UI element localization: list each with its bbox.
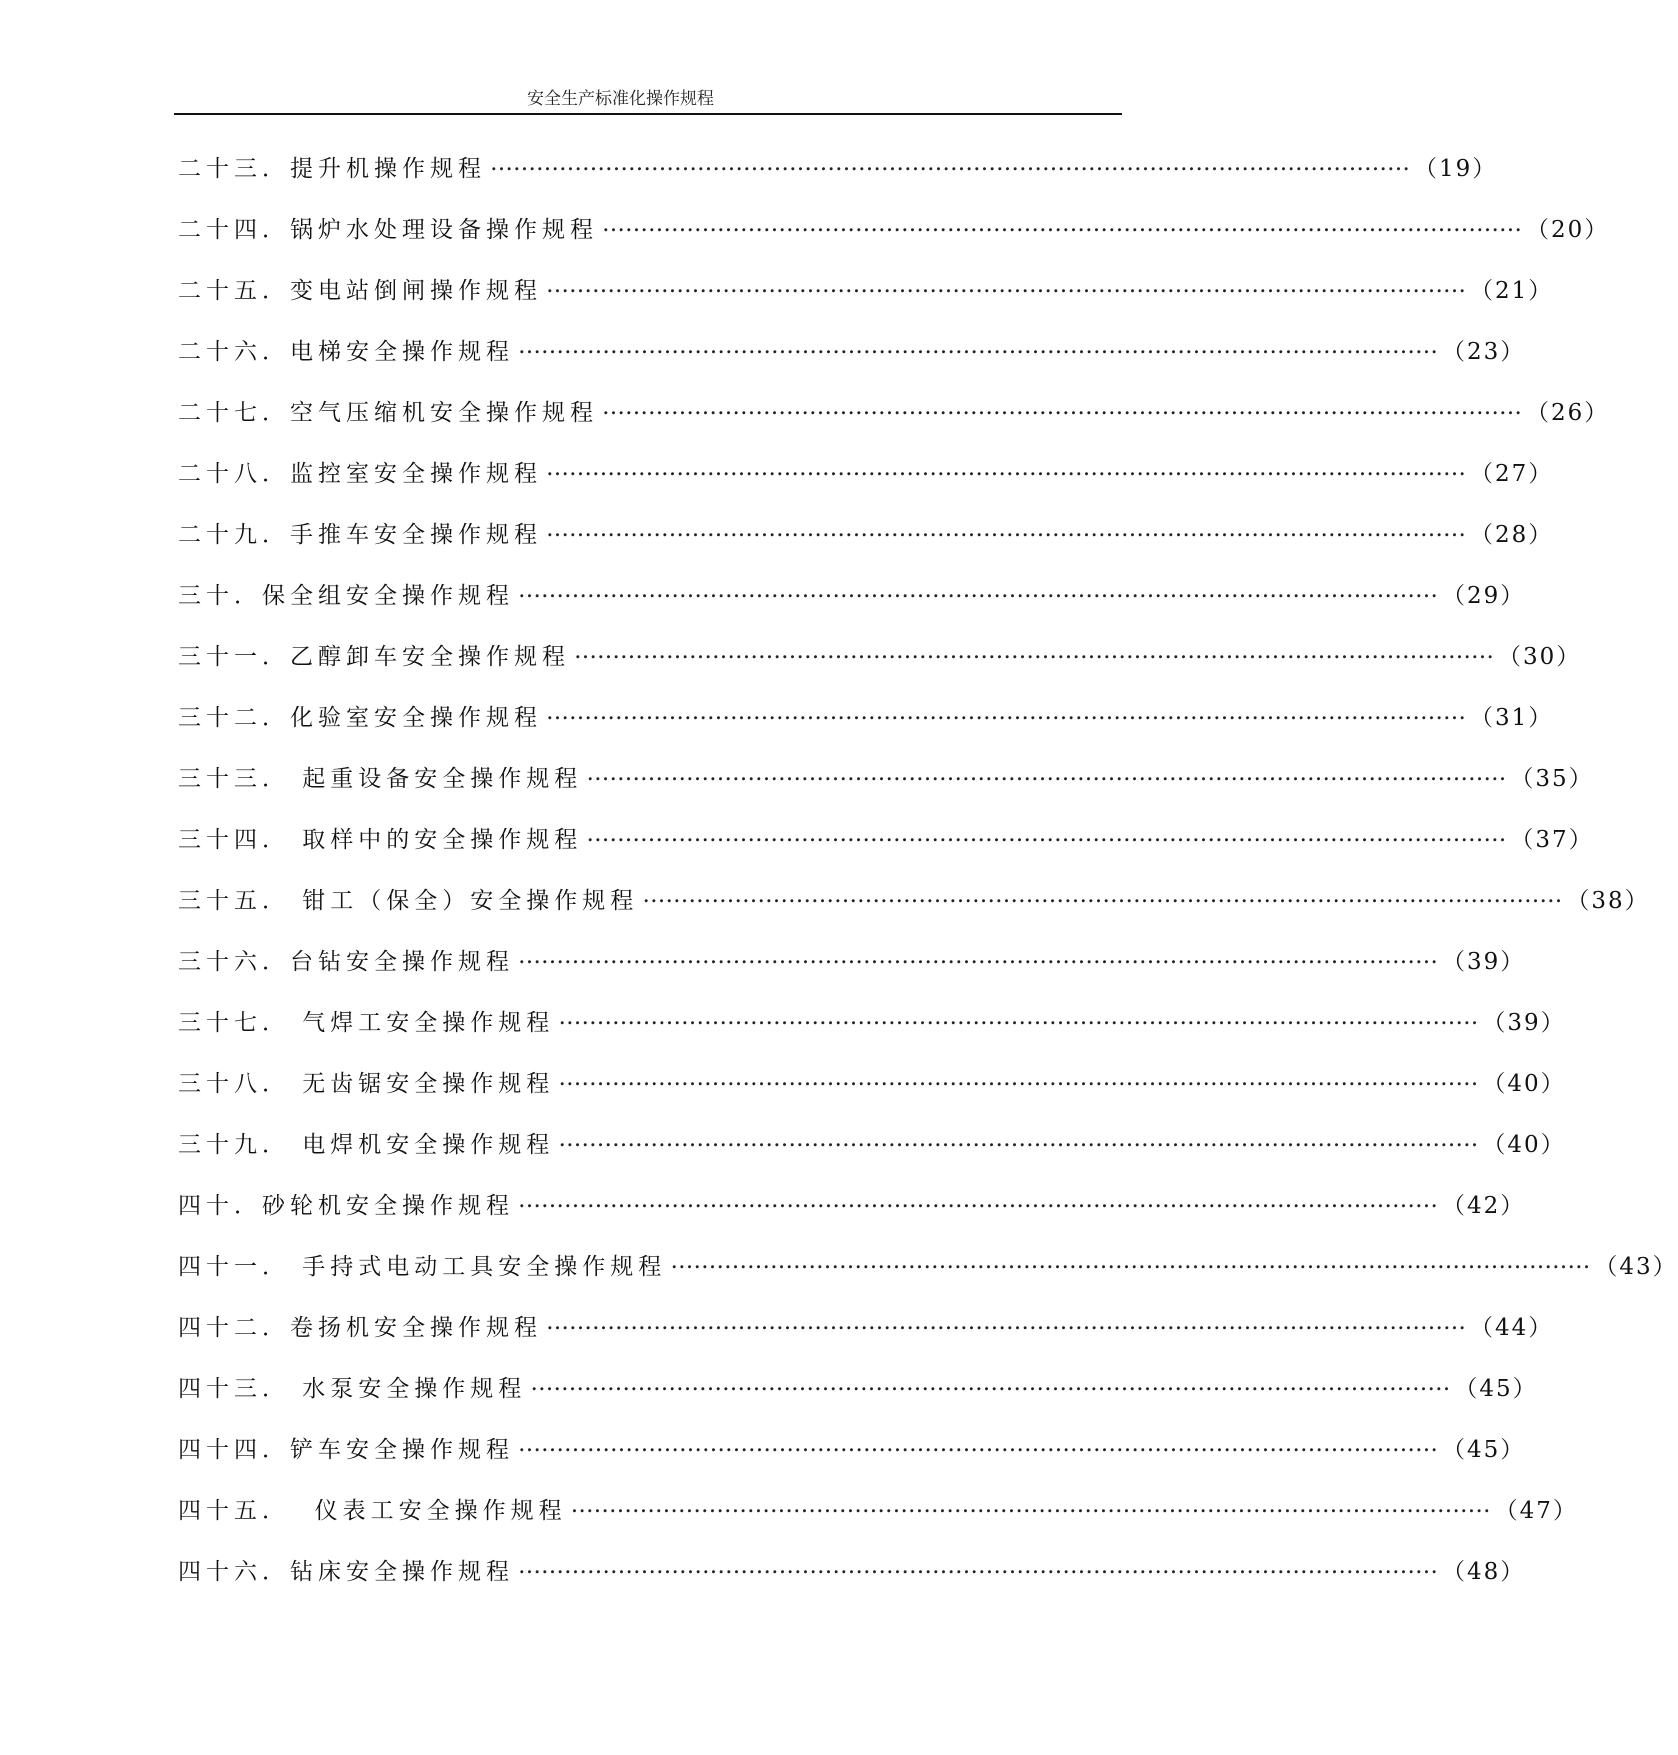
entry-title: 监控室安全操作规程 (290, 461, 542, 487)
entry-title: 取样中的安全操作规程 (290, 827, 583, 853)
toc-entry[interactable] (178, 211, 1610, 272)
entry-title: 电焊机安全操作规程 (290, 1132, 555, 1158)
entry-number: 三十二． (178, 705, 290, 731)
entry-number: 二十九． (178, 522, 290, 548)
entry-page-number: （29） (1442, 583, 1526, 609)
entry-page-number: （31） (1470, 705, 1554, 731)
entry-title: 锅炉水处理设备操作规程 (290, 217, 598, 243)
toc-entry[interactable] (178, 150, 1498, 211)
entry-title: 卷扬机安全操作规程 (290, 1315, 542, 1341)
entry-page-number: （37） (1510, 827, 1594, 853)
toc-entry[interactable] (178, 1126, 1566, 1187)
toc-entry[interactable] (178, 1248, 1678, 1309)
dot-leader: ………………………………………………………………………………………………………… (490, 150, 1410, 176)
entry-title: 水泵安全操作规程 (290, 1376, 527, 1402)
entry-title: 电梯安全操作规程 (290, 339, 514, 365)
entry-page-number: （45） (1442, 1437, 1526, 1463)
entry-title: 保全组安全操作规程 (262, 583, 514, 609)
entry-title: 台钻安全操作规程 (290, 949, 514, 975)
entry-number: 四十六． (178, 1559, 290, 1585)
entry-title: 无齿锯安全操作规程 (290, 1071, 555, 1097)
dot-leader: ………………………………………………………………………………………………………… (518, 1431, 1438, 1457)
entry-number: 二十四． (178, 217, 290, 243)
entry-page-number: （44） (1470, 1315, 1554, 1341)
dot-leader: ………………………………………………………………………………………………………… (546, 272, 1466, 298)
dot-leader: ………………………………………………………………………………………………………… (670, 1248, 1591, 1274)
entry-page-number: （40） (1482, 1071, 1566, 1097)
dot-leader: ………………………………………………………………………………………………………… (518, 1187, 1438, 1213)
toc-entry[interactable] (178, 699, 1554, 760)
dot-leader: ………………………………………………………………………………………………………… (518, 943, 1438, 969)
page-header: 安全生产标准化操作规程 (527, 89, 714, 109)
dot-leader: ………………………………………………………………………………………………………… (546, 699, 1466, 725)
dot-leader: ………………………………………………………………………………………………………… (546, 516, 1466, 542)
entry-title: 变电站倒闸操作规程 (290, 278, 542, 304)
entry-title: 气焊工安全操作规程 (290, 1010, 555, 1036)
entry-page-number: （26） (1526, 400, 1610, 426)
entry-page-number: （27） (1470, 461, 1554, 487)
toc-entry[interactable] (178, 577, 1526, 638)
dot-leader: ………………………………………………………………………………………………………… (518, 1553, 1438, 1579)
toc-entry[interactable] (178, 272, 1554, 333)
toc-entry[interactable] (178, 1370, 1538, 1431)
toc-entry[interactable] (178, 1004, 1566, 1065)
entry-title: 空气压缩机安全操作规程 (290, 400, 598, 426)
toc-entry[interactable] (178, 333, 1526, 394)
dot-leader: ………………………………………………………………………………………………………… (586, 760, 1507, 786)
toc-entry[interactable] (178, 1553, 1526, 1614)
entry-page-number: （28） (1470, 522, 1554, 548)
toc-entry[interactable] (178, 638, 1582, 699)
entry-number: 三十七． (178, 1010, 290, 1036)
entry-title: 铲车安全操作规程 (290, 1437, 514, 1463)
dot-leader: ………………………………………………………………………………………………………… (602, 211, 1522, 237)
entry-page-number: （47） (1494, 1498, 1578, 1524)
entry-page-number: （19） (1414, 156, 1498, 182)
dot-leader: ………………………………………………………………………………………………………… (574, 638, 1494, 664)
entry-page-number: （20） (1526, 217, 1610, 243)
dot-leader: ………………………………………………………………………………………………………… (530, 1370, 1451, 1396)
toc-entry[interactable] (178, 882, 1650, 943)
toc-entry[interactable] (178, 516, 1554, 577)
entry-number: 二十七． (178, 400, 290, 426)
dot-leader: ………………………………………………………………………………………………………… (586, 821, 1507, 847)
entry-page-number: （42） (1442, 1193, 1526, 1219)
dot-leader: ………………………………………………………………………………………………………… (558, 1004, 1479, 1030)
entry-page-number: （38） (1566, 888, 1650, 914)
entry-title: 仪表工安全操作规程 (290, 1498, 567, 1524)
toc-entry[interactable] (178, 1492, 1578, 1553)
entry-title: 乙醇卸车安全操作规程 (290, 644, 570, 670)
dot-leader: ………………………………………………………………………………………………………… (642, 882, 1563, 908)
toc-entry[interactable] (178, 1309, 1554, 1370)
entry-page-number: （23） (1442, 339, 1526, 365)
dot-leader: ………………………………………………………………………………………………………… (546, 455, 1466, 481)
toc-entry[interactable] (178, 1065, 1566, 1126)
entry-page-number: （35） (1510, 766, 1594, 792)
dot-leader: ………………………………………………………………………………………………………… (546, 1309, 1466, 1335)
entry-number: 四十四． (178, 1437, 290, 1463)
entry-number: 二十三． (178, 156, 290, 182)
entry-number: 三十九． (178, 1132, 290, 1158)
table-of-contents (178, 150, 1678, 1614)
entry-title: 化验室安全操作规程 (290, 705, 542, 731)
entry-number: 二十八． (178, 461, 290, 487)
entry-title: 砂轮机安全操作规程 (262, 1193, 514, 1219)
entry-number: 三十八． (178, 1071, 290, 1097)
entry-number: 四十五． (178, 1498, 290, 1524)
dot-leader: ………………………………………………………………………………………………………… (558, 1065, 1479, 1091)
entry-title: 钳工（保全）安全操作规程 (290, 888, 639, 914)
entry-number: 四十二． (178, 1315, 290, 1341)
entry-title: 起重设备安全操作规程 (290, 766, 583, 792)
entry-page-number: （48） (1442, 1559, 1526, 1585)
entry-number: 三十一． (178, 644, 290, 670)
entry-title: 手持式电动工具安全操作规程 (290, 1254, 667, 1280)
entry-page-number: （39） (1482, 1010, 1566, 1036)
entry-number: 四十． (178, 1193, 262, 1219)
entry-page-number: （43） (1594, 1254, 1678, 1280)
entry-page-number: （40） (1482, 1132, 1566, 1158)
toc-entry[interactable] (178, 1187, 1526, 1248)
entry-page-number: （21） (1470, 278, 1554, 304)
entry-number: 三十四． (178, 827, 290, 853)
entry-number: 四十三． (178, 1376, 290, 1402)
toc-entry[interactable] (178, 394, 1610, 455)
toc-entry[interactable] (178, 455, 1554, 516)
entry-page-number: （45） (1454, 1376, 1538, 1402)
toc-entry[interactable] (178, 943, 1526, 1004)
entry-page-number: （39） (1442, 949, 1526, 975)
entry-title: 钻床安全操作规程 (290, 1559, 514, 1585)
entry-number: 二十六． (178, 339, 290, 365)
header-rule (174, 113, 1122, 115)
entry-number: 三十六． (178, 949, 290, 975)
entry-number: 四十一． (178, 1254, 290, 1280)
entry-page-number: （30） (1498, 644, 1582, 670)
entry-number: 三十． (178, 583, 262, 609)
dot-leader: ………………………………………………………………………………………………………… (602, 394, 1522, 420)
toc-entry[interactable] (178, 1431, 1526, 1492)
dot-leader: ………………………………………………………………………………………………………… (570, 1492, 1491, 1518)
toc-entry[interactable] (178, 760, 1594, 821)
entry-title: 提升机操作规程 (290, 156, 486, 182)
toc-entry[interactable] (178, 821, 1594, 882)
dot-leader: ………………………………………………………………………………………………………… (518, 333, 1438, 359)
dot-leader: ………………………………………………………………………………………………………… (518, 577, 1438, 603)
entry-number: 二十五． (178, 278, 290, 304)
entry-number: 三十三． (178, 766, 290, 792)
entry-number: 三十五． (178, 888, 290, 914)
entry-title: 手推车安全操作规程 (290, 522, 542, 548)
dot-leader: ………………………………………………………………………………………………………… (558, 1126, 1479, 1152)
